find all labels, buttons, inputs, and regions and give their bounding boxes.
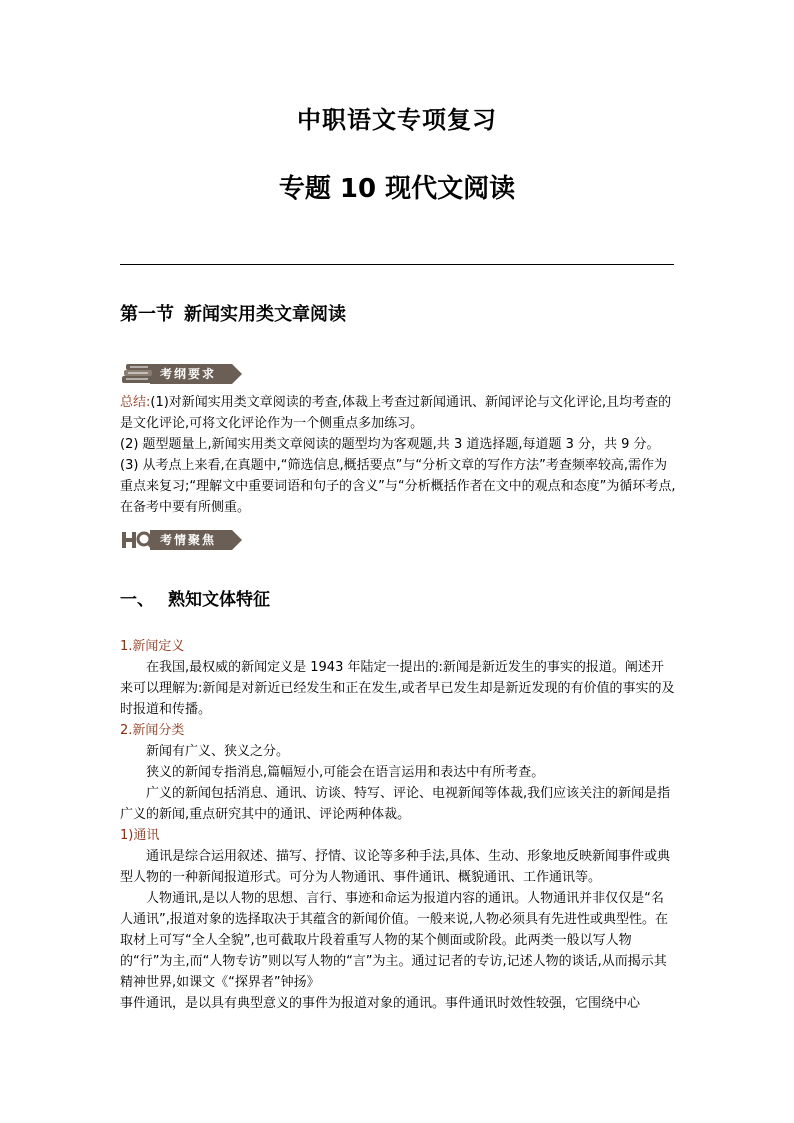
- paragraph-7: 事件通讯，是以具有典型意义的事件为报道对象的通讯。事件通讯时效性较强，它围绕中心: [120, 996, 641, 1011]
- paragraph-1: 在我国,最权威的新闻定义是 1943 年陆定一提出的:新闻是新近发生的事实的报道。阐述开来可以理解为:新闻是对新近已经发生和正在发生,或者早已发生却是新近发现的有价值的事实的及时报道和传播。: [120, 660, 675, 717]
- paragraph-5: 通讯是综合运用叙述、描写、抒情、议论等多种手法,具体、生动、形象地反映新闻事件或典型人物的一种新闻报道形式。可分为人物通讯、事件通讯、概貌通讯、工作通讯等。: [120, 849, 671, 885]
- label-news-definition: 1.新闻定义: [120, 639, 185, 654]
- section-title: [120, 300, 346, 326]
- summary-lead: 总结:: [120, 395, 151, 410]
- summary-p2: (2) 题型题量上,新闻实用类文章阅读的题型均为客观题,共 3 道选择题,每道题 3 分，共 9 分。: [120, 437, 660, 452]
- heading-1-number: 一、: [120, 590, 154, 610]
- summary-block: [120, 392, 676, 518]
- content-block: [120, 636, 676, 1014]
- summary-p1: 总结:(1)对新闻实用类文章阅读的考查,体裁上考查过新闻通讯、新闻评论与文化评论,且均考查的是文化评论,可将文化评论作为一个侧重点多加练习。: [120, 395, 672, 431]
- paragraph-3: 狭义的新闻专指消息,篇幅短小,可能会在语言运用和表达中有所考查。: [146, 765, 545, 780]
- banner-label: 考纲要求: [160, 367, 217, 381]
- exam-requirements-banner: [120, 362, 244, 386]
- section-number: 第一节: [120, 304, 174, 325]
- exam-focus-banner: [120, 528, 244, 552]
- sub-title: 专题 10 现代文阅读: [278, 174, 516, 204]
- summary-p3: (3) 从考点上来看,在真题中,“筛选信息,概括要点”与“分析文章的写作方法”考查频率较高,需作为重点来复习;“理解文中重要词语和句子的含义”与“分析概括作者在文中的观点和态度”为循环考点,在备考中要有所侧重。: [120, 458, 676, 515]
- paragraph-6: 人物通讯,是以人物的思想、言行、事迹和命运为报道内容的通讯。人物通讯并非仅仅是“名人通讯”,报道对象的选择取决于其蕴含的新闻价值。一般来说,人物必须具有先进性或典型性。在取材上可写“全人全貌”,也可截取片段着重写人物的某个侧面或阶段。此两类一般以写人物的“行”为主,而“人物专访”则以写人物的“言”为主。通过记者的专访,记述人物的谈话,从而揭示其精神世界,如课文《“探界者”钟扬》: [120, 891, 669, 990]
- banner-label: 考情聚焦: [160, 533, 217, 547]
- paragraph-2: 新闻有广义、狭义之分。: [146, 744, 290, 759]
- section-name: 新闻实用类文章阅读: [184, 304, 346, 325]
- heading-1-text: 熟知文体特征: [168, 590, 270, 610]
- heading-1: [120, 585, 270, 610]
- paragraph-4: 广义的新闻包括消息、通讯、访谈、特写、评论、电视新闻等体裁,我们应该关注的新闻是指广义的新闻,重点研究其中的通讯、评论两种体裁。: [120, 786, 671, 822]
- title-divider: [120, 264, 674, 265]
- label-tongxun: 1)通讯: [120, 828, 160, 843]
- main-title: 中职语文专项复习: [297, 106, 497, 134]
- label-news-types: 2.新闻分类: [120, 723, 185, 738]
